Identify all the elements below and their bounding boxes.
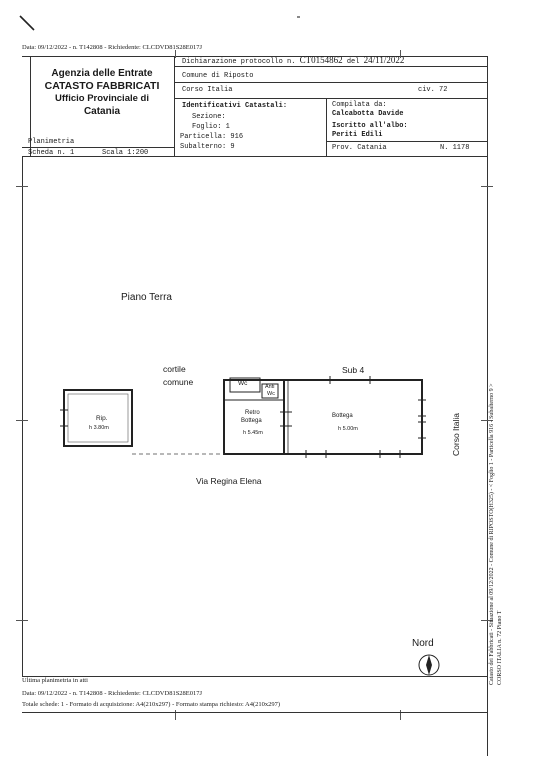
planimetria-scheda-value: 1 xyxy=(70,149,75,157)
compiled-title: Compilata da: xyxy=(332,101,387,109)
cadastral-foglio-value: 1 xyxy=(225,123,230,131)
cadastral-particella-value: 916 xyxy=(230,133,244,141)
scan-mark xyxy=(18,14,38,34)
cadastral-divider xyxy=(326,98,327,156)
north-label: Nord xyxy=(412,638,434,649)
planimetria-scala: Scala 1:200 xyxy=(102,149,149,157)
room-wc-label: Wc xyxy=(238,380,248,387)
compiled-n-value: 1178 xyxy=(452,144,470,152)
plan-comune: comune xyxy=(163,377,194,387)
compiled-name: Calcabotta Davide xyxy=(332,110,404,118)
cadastral-foglio: Foglio: 1 xyxy=(192,123,230,131)
compiled-iscritto: Iscritto all'albo: xyxy=(332,122,408,130)
municipality: Comune di Riposto xyxy=(182,72,254,80)
declaration-date-label: del xyxy=(346,58,360,66)
footer-meta: Data: 09/12/2022 - n. T142808 - Richiedente: CLCDVD81S28E017J xyxy=(22,690,203,697)
room-rip-height: h 3.80m xyxy=(89,425,109,431)
room-retro-label: Retro xyxy=(245,410,260,416)
agency-name: Agenzia delle Entrate xyxy=(51,68,153,79)
compiled-n: N. 1178 xyxy=(440,144,470,152)
side-text-line1: Catasto dei Fabbricati - Situazione al 09/12/2022 - Comune di RIPOSTO(H325) - < Foglio 1 - Particella 916 - Subalterno 9 > xyxy=(489,383,495,685)
side-text-line2: CORSO ITALIA n. 72 Piano T xyxy=(497,610,503,685)
cadastral-subalterno: Subalterno: 9 xyxy=(180,143,235,151)
room-retro-bottega-label: Bottega xyxy=(241,418,262,424)
room-anti-label: Anti xyxy=(265,384,275,390)
agency-block xyxy=(30,68,174,118)
header-divider-line xyxy=(174,56,175,156)
header-bottom-line xyxy=(22,156,487,157)
north-arrow-icon xyxy=(416,652,442,678)
planimetria-scala-value: 1:200 xyxy=(127,149,149,157)
street-via-regina: Via Regina Elena xyxy=(196,476,262,486)
room-rip-label: Rip. xyxy=(96,415,108,422)
declaration-date: 24/11/2022 xyxy=(363,55,405,65)
declaration-label: Dichiarazione protocollo n. xyxy=(182,58,296,66)
frame-left-line xyxy=(22,156,23,676)
room-retro-height: h 5.45m xyxy=(243,430,263,436)
scan-speck xyxy=(297,16,300,18)
plan-cortile: cortile xyxy=(163,364,186,374)
address-civ: civ. 72 xyxy=(418,86,448,94)
footer-totale: Totale schede: 1 - Formato di acquisizione: A4(210x297) - Formato stampa richiesto: A4(210x297) xyxy=(22,701,281,708)
room-anti-wc-label: Wc xyxy=(267,391,275,397)
footer-line xyxy=(22,712,487,713)
street-corso-italia: Corso Italia xyxy=(451,413,461,456)
agency-city: Catania xyxy=(83,106,121,117)
agency-office: Ufficio Provinciale di xyxy=(55,93,149,104)
planimetria-title: Planimetria xyxy=(28,138,75,146)
compiled-prov: Prov. Catania xyxy=(332,144,387,152)
plan-sub: Sub 4 xyxy=(342,365,365,375)
room-bottega-height: h 5.00m xyxy=(338,426,358,432)
plan-floor-label: Piano Terra xyxy=(121,292,172,303)
cadastral-sezione: Sezione: xyxy=(192,113,226,121)
declaration-number: CT0154862 xyxy=(299,55,343,65)
address-civ-number: 72 xyxy=(439,86,448,94)
cadastral-title: Identificativi Catastali: xyxy=(182,102,288,110)
room-bottega-label: Bottega xyxy=(332,413,353,419)
planimetria-scheda: Scheda n. 1 xyxy=(28,149,75,157)
agency-catasto: CATASTO FABBRICATI xyxy=(44,80,160,92)
top-meta: Data: 09/12/2022 - n. T142808 - Richiedente: CLCDVD81S28E017J xyxy=(22,44,203,51)
footer-last-plan: Ultima planimetria in atti xyxy=(22,677,88,684)
cadastral-particella: Particella: 916 xyxy=(180,133,244,141)
building-outline xyxy=(224,380,422,454)
address-street: Corso Italia xyxy=(182,86,233,94)
compiled-iscritto-value: Periti Edili xyxy=(332,131,383,139)
cadastral-subalterno-value: 9 xyxy=(230,143,235,151)
